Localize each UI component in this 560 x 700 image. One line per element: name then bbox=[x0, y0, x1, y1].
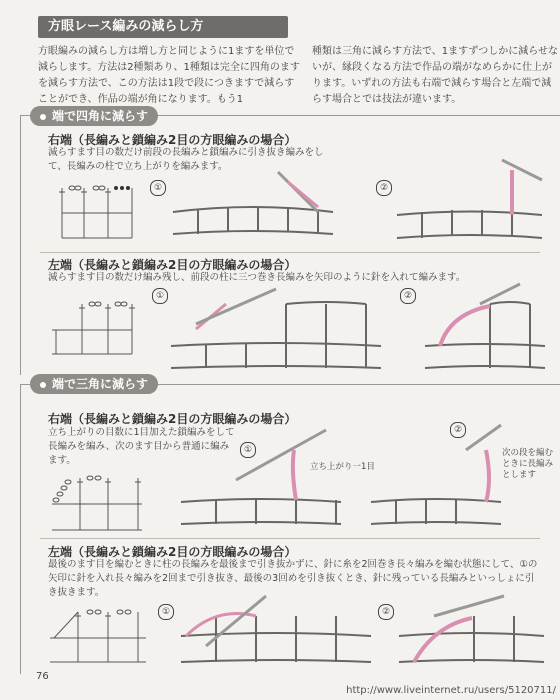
step-number: ① bbox=[152, 288, 168, 304]
badge-label: 端で四角に減らす bbox=[52, 109, 149, 123]
section-rule bbox=[20, 384, 21, 674]
crochet-chart-triangle-left bbox=[42, 602, 152, 672]
step-number: ② bbox=[450, 422, 466, 438]
text-triangle-left: 最後のます目を編むときに柱の長編みを最後まで引き抜かずに、針に糸を2回巻き長々編みを編む状態にして、①の矢印に針を入れ長々編みを2回まで引き抜き、最後の3回めを引き抜くとき、針に残っている長編みといっしょに引き抜きます。 bbox=[48, 559, 538, 598]
heading-triangle-right: 右端（長編みと鎖編み2目の方眼編みの場合） bbox=[48, 412, 297, 426]
mesh-illustration bbox=[166, 284, 386, 374]
section-rule bbox=[20, 115, 21, 375]
text-square-left: 減らすます目の数だけ編み残し、前段の柱に三つ巻き長編みを矢印のように針を入れて編みます。 bbox=[48, 272, 466, 283]
step-number: ① bbox=[240, 442, 256, 458]
text-square-right: 減らすます目の数だけ前段の長編みと鎖編みに引き抜き編みをして、長編みの柱で立ち上がりを編みます。 bbox=[48, 147, 324, 172]
divider bbox=[40, 538, 540, 539]
callout-label: 立ち上がり一1目 bbox=[310, 462, 375, 472]
crochet-chart-triangle-right bbox=[42, 470, 152, 540]
step-number: ② bbox=[400, 288, 416, 304]
step-number: ② bbox=[376, 180, 392, 196]
page-title: 方眼レース編みの減らし方 bbox=[38, 16, 288, 38]
bullet-icon bbox=[40, 114, 46, 120]
intro-left: 方眼編みの減らし方は増し方と同じように1ますを単位で減らします。方法は2種類あり、1種類は完全に四角のますを減らす方法で、この方法は1段で段につきますで減らすことができ、作品の端が角になります。もう1 bbox=[38, 46, 300, 105]
section-badge-square bbox=[30, 106, 158, 126]
step-number: ① bbox=[158, 604, 174, 620]
section-badge-triangle bbox=[30, 374, 158, 394]
mesh-illustration bbox=[392, 160, 548, 250]
divider bbox=[40, 252, 540, 253]
heading-triangle-left: 左端（長編みと鎖編み2目の方眼編みの場合） bbox=[48, 545, 297, 559]
step-number: ② bbox=[378, 604, 394, 620]
intro-right: 種類は三角に減らす方法で、1ますずつしかに減らせないが、縁段くなる方法で作品の端がなめらかに仕上がります。いずれの方法も右端で減らす場合と左端で減らす場合とでは技法が違います。 bbox=[312, 46, 558, 105]
bullet-icon bbox=[40, 382, 46, 388]
step-number: ① bbox=[150, 180, 166, 196]
mesh-illustration bbox=[394, 596, 550, 676]
heading-square-left: 左端（長編みと鎖編み2目の方眼編みの場合） bbox=[48, 258, 297, 272]
mesh-illustration bbox=[420, 284, 550, 374]
badge-label: 端で三角に減らす bbox=[52, 377, 149, 391]
mesh-illustration bbox=[168, 172, 338, 252]
mesh-illustration bbox=[366, 420, 506, 530]
crochet-chart-square-right bbox=[42, 178, 142, 248]
page-number: 76 bbox=[36, 671, 49, 682]
crochet-chart-square-left bbox=[42, 296, 142, 366]
mesh-illustration bbox=[176, 420, 346, 530]
mesh-illustration bbox=[176, 596, 376, 676]
text-triangle-right: 立ち上がりの目数に1目加えた鎖編みをして長編みを編み、次のます目から普通に編みます。 bbox=[48, 427, 235, 466]
heading-square-right: 右端（長編みと鎖編み2目の方眼編みの場合） bbox=[48, 133, 297, 147]
callout-label: 次の段を編むときに長編みとします bbox=[502, 448, 554, 480]
footer-url[interactable]: http://www.liveinternet.ru/users/5120711/ bbox=[346, 685, 556, 696]
